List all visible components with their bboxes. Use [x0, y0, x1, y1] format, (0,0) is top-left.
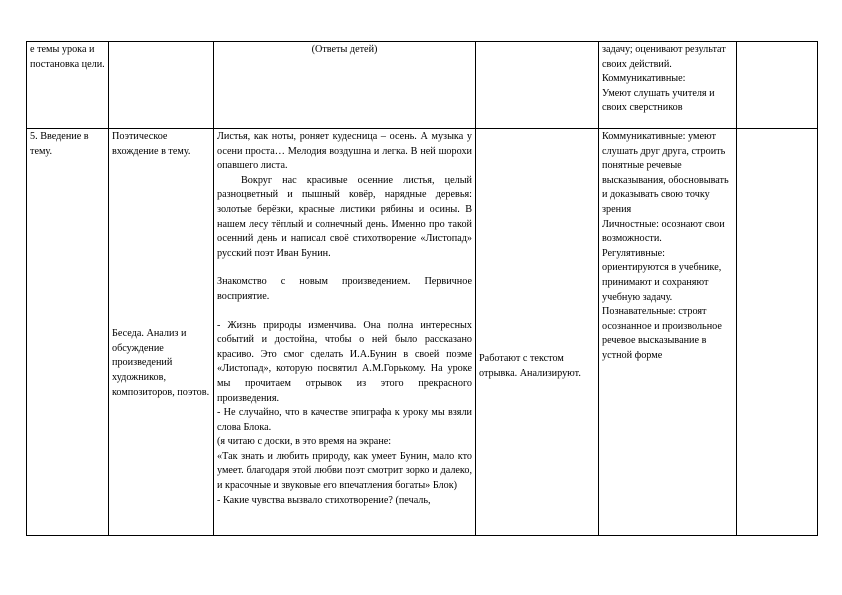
teacher-text: «Так знать и любить природу, как умеет Бунин, мало кто умеет. благодаря этой любви поэт смотрит зорко и далеко, и красочные и звуковые его впечатления богаты» Блок) — [217, 450, 472, 492]
uud-text: Коммуникативные: — [602, 73, 686, 85]
lesson-plan-table — [26, 41, 818, 536]
uud-text: Регулятивные: ориентируются в учебнике, принимают и сохраняют учебную задачу. — [602, 247, 722, 303]
student-activity-cell — [476, 129, 599, 536]
uud-text: Коммуникативные: умеют слушать друг друга, строить понятные речевые высказывания, обосновывать и доказывать свою точку зрения — [602, 131, 729, 215]
content-text: Беседа. Анализ и обсуждение произведений художников, композиторов, поэтов. — [112, 328, 210, 398]
teacher-text: - Жизнь природы изменчива. Она полна интересных событий и достойна, чтобы о ней было рассказано красиво. Это смог сделать И.А.Бунин в своей поэме «Листопад», которую посвятил А.М.Горькому. На уроке мы прочитаем отрывок из этого прекрасного произведения. — [217, 319, 472, 404]
content-text: Поэтическое вхождение в тему. — [112, 131, 191, 157]
teacher-text: Вокруг нас красивые осенние листья, целый разноцветный и пышный ковёр, нарядные деревья: золотые берёзки, красные листики рябины и осины. В нашем лесу тёплый и солнечный день. Именно про такой осенний день и написал своё стихотворение «Листопад» русский поэт Иван Бунин. — [217, 174, 472, 259]
extra-cell — [737, 129, 818, 536]
extra-cell — [737, 42, 818, 129]
teacher-activity-cell — [214, 129, 476, 536]
uud-text: Познавательные: строят осознанное и произвольное речевое высказывание в устной форме — [602, 306, 722, 361]
uud-cell — [599, 42, 737, 129]
teacher-text: - Какие чувства вызвало стихотворение? (печаль, — [217, 494, 431, 506]
uud-text: задачу; оценивают результат своих действий. — [602, 44, 726, 70]
table-row — [27, 42, 818, 129]
student-activity-cell — [476, 42, 599, 129]
stage-cell: е темы урока и постановка цели. — [27, 42, 109, 129]
content-cell — [109, 42, 214, 129]
student-text: Работают с текстом отрывка. Анализируют. — [479, 353, 581, 379]
teacher-text: Знакомство с новым произведением. Первичное восприятие. — [217, 276, 472, 302]
uud-text: Умеют слушать учителя и своих сверстников — [602, 87, 715, 114]
table-row — [27, 129, 818, 536]
teacher-text: Листья, как ноты, роняет кудесница – осень. А музыка у осени проста… Мелодия воздушна и легка. В ней шорохи опавшего листа. — [217, 131, 472, 172]
content-cell — [109, 129, 214, 536]
uud-cell — [599, 129, 737, 536]
teacher-activity-cell: (Ответы детей) — [214, 42, 476, 129]
uud-text: Личностные: осознают свои возможности. — [602, 218, 725, 245]
stage-cell: 5. Введение в тему. — [27, 129, 109, 536]
teacher-text: - Не случайно, что в качестве эпиграфа к уроку мы взяли слова Блока. — [217, 407, 472, 433]
teacher-text: (я читаю с доски, в это время на экране: — [217, 436, 392, 448]
